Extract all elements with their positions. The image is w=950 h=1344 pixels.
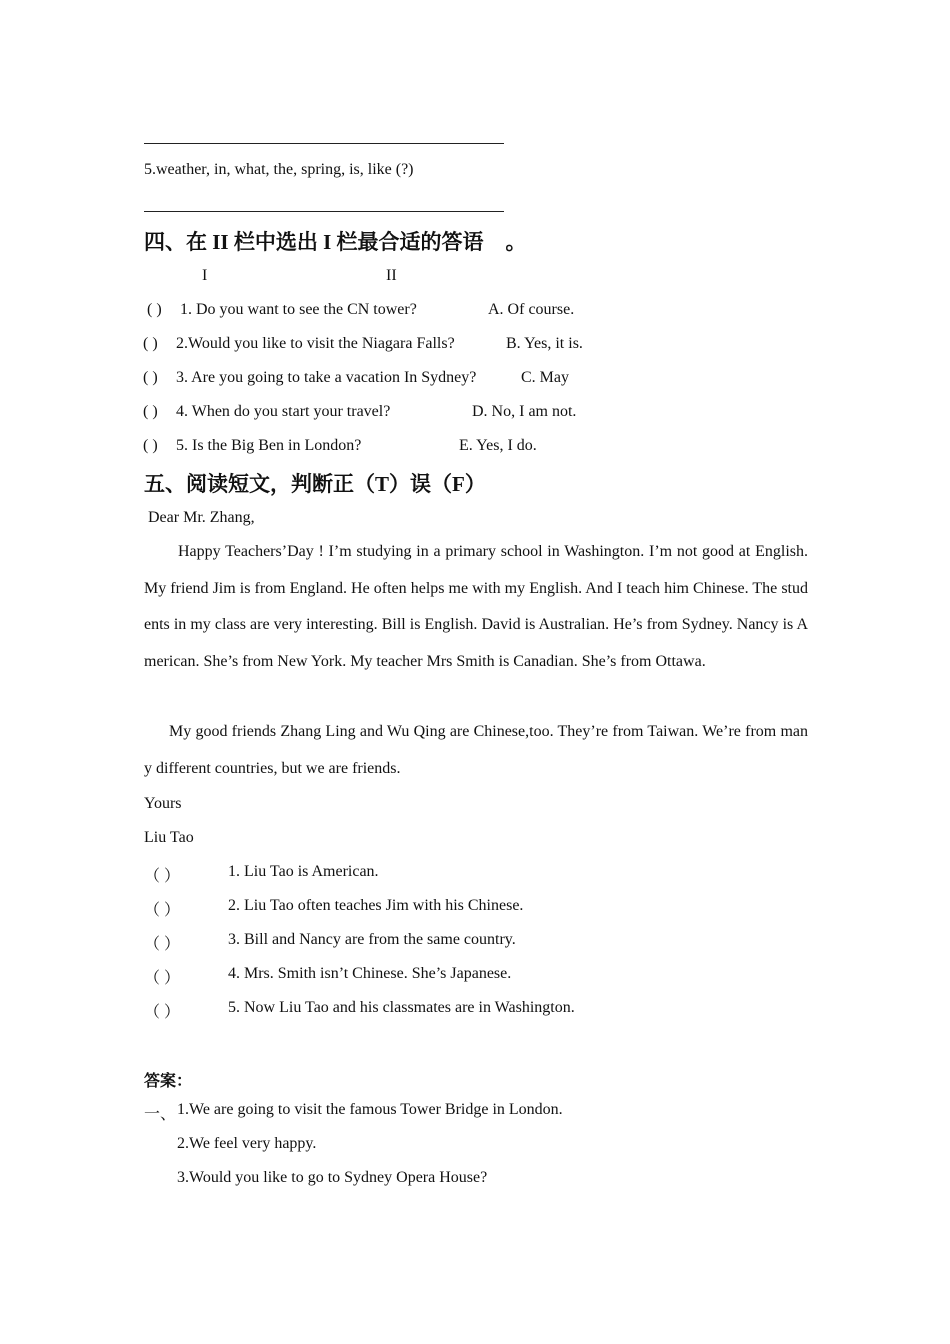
- match-answer-a: A. Of course.: [488, 301, 575, 318]
- match-bracket-4: ( ): [143, 403, 158, 420]
- match-bracket-2: ( ): [143, 335, 158, 352]
- match-question-4: 4. When do you start your travel?: [176, 403, 391, 420]
- match-answer-e: E. Yes, I do.: [459, 437, 537, 454]
- section-4-heading-tail: 。: [505, 230, 527, 254]
- tf-statement-5: 5. Now Liu Tao and his classmates are in Washington.: [228, 999, 575, 1016]
- tf-bracket-5: （ ）: [144, 1004, 181, 1021]
- letter-greeting: Dear Mr. Zhang,: [148, 509, 255, 526]
- tf-bracket-4: （ ）: [144, 970, 181, 987]
- answers-heading: 答案：: [144, 1073, 193, 1090]
- tf-bracket-1: （ ）: [144, 868, 181, 885]
- answer-blank-line-4: [144, 143, 504, 144]
- column-i-label: I: [202, 267, 208, 284]
- answer-item-3: 3.Would you like to go to Sydney Opera House?: [177, 1169, 488, 1186]
- letter-paragraph-2: My good friends Zhang Ling and Wu Qing are Chinese,too. They’re from Taiwan. We’re from many different countries, but we are friends.: [144, 723, 808, 777]
- tf-bracket-3: （ ）: [144, 936, 181, 953]
- match-question-2: 2.Would you like to visit the Niagara Falls?: [176, 335, 455, 352]
- match-question-5: 5. Is the Big Ben in London?: [176, 437, 362, 454]
- tf-statement-3: 3. Bill and Nancy are from the same country.: [228, 931, 516, 948]
- match-bracket-1: ( ): [147, 301, 162, 318]
- match-question-1: 1. Do you want to see the CN tower?: [180, 301, 417, 318]
- tf-statement-2: 2. Liu Tao often teaches Jim with his Chinese.: [228, 897, 524, 914]
- match-bracket-5: ( ): [143, 437, 158, 454]
- match-bracket-3: ( ): [143, 369, 158, 386]
- match-answer-c: C. May: [521, 369, 569, 386]
- tf-bracket-2: （ ）: [144, 902, 181, 919]
- section-4-heading-text: 四、在 II 栏中选出 I 栏最合适的答语: [144, 230, 484, 254]
- tf-statement-4: 4. Mrs. Smith isn’t Chinese. She’s Japanese.: [228, 965, 512, 982]
- letter-signature: Liu Tao: [144, 829, 194, 846]
- answer-blank-line-5: [144, 211, 504, 212]
- answer-item-1: 1.We are going to visit the famous Tower Bridge in London.: [177, 1101, 563, 1118]
- letter-paragraph-1: Happy Teachers’Day ! I’m studying in a primary school in Washington. I’m not good at English. My friend Jim is from England. He often helps me with my English. And I teach him Chinese. The students in my class are very interesting. Bill is English. David is Australian. He’s from Sydney. Nancy is American. She’s from New York. My teacher Mrs Smith is Canadian. She’s from Ottawa.: [144, 543, 808, 670]
- section-5-heading: 五、阅读短文，判断正（T）误（F）: [144, 472, 486, 496]
- letter-closing: Yours: [144, 795, 182, 812]
- reorder-item-5: 5.weather, in, what, the, spring, is, like (?): [144, 161, 414, 178]
- tf-statement-1: 1. Liu Tao is American.: [228, 863, 379, 880]
- answer-item-2: 2.We feel very happy.: [177, 1135, 317, 1152]
- match-answer-d: D. No, I am not.: [472, 403, 577, 420]
- column-ii-label: II: [386, 267, 397, 284]
- match-question-3: 3. Are you going to take a vacation In Sydney?: [176, 369, 477, 386]
- section-4-heading: [144, 226, 527, 256]
- match-answer-b: B. Yes, it is.: [506, 335, 583, 352]
- answers-prefix: 一、: [144, 1106, 177, 1123]
